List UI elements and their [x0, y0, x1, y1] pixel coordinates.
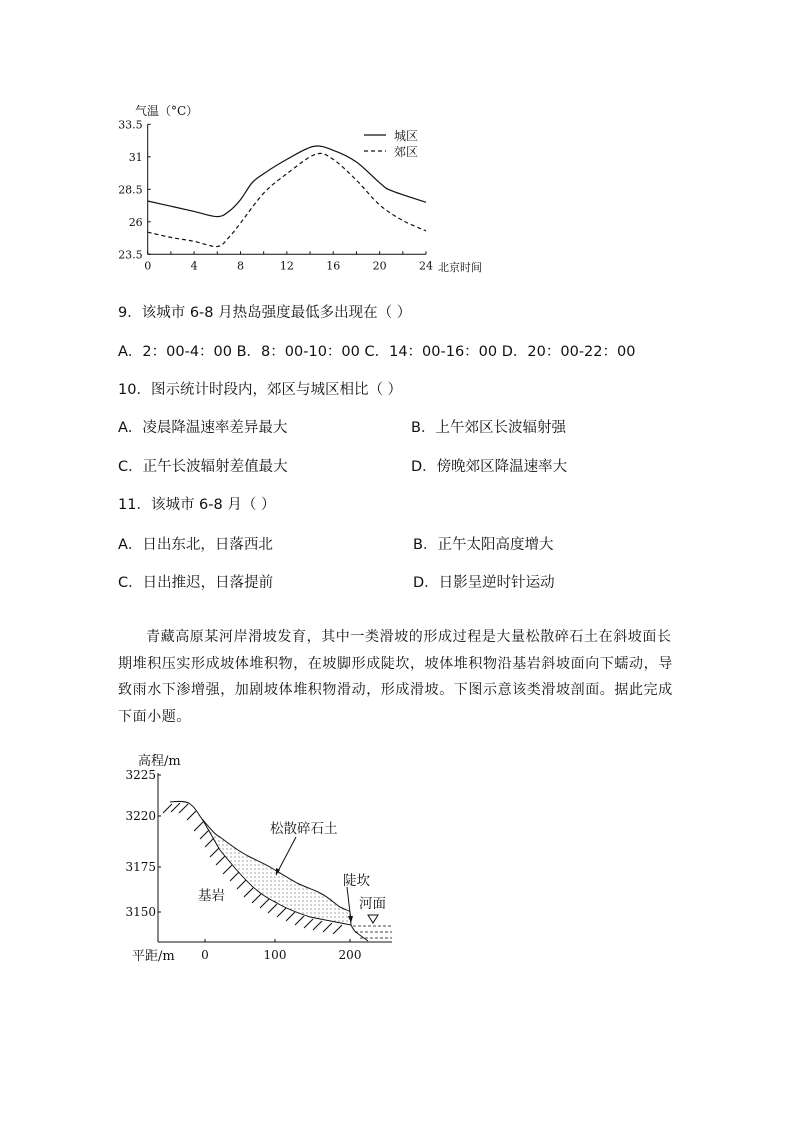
question-9-stem: 9．该城市 6-8 月热岛强度最低多出现在（ ） [118, 305, 412, 321]
y-tick-label: 28.5 [118, 183, 143, 197]
x-tick-label: 20 [372, 259, 387, 273]
x-tick-label: 0 [144, 259, 152, 273]
y-tick-label: 33.5 [118, 118, 143, 132]
label-debris: 松散碎石土 [270, 821, 338, 837]
series-line-urban [148, 146, 426, 217]
x-tick-label: 24 [419, 259, 433, 273]
question-10-option-c: C．正午长波辐射差值最大 [118, 459, 288, 475]
question-11-option-b: B．正午太阳高度增大 [413, 537, 554, 553]
y-tick-label: 26 [128, 215, 143, 229]
ytick-3150: 3150 [125, 905, 156, 919]
water-level-triangle-icon [368, 915, 378, 923]
legend-suburban: 郊区 [394, 145, 419, 159]
question-11-stem: 11．该城市 6-8 月（ ） [118, 497, 276, 513]
xtick-0: 0 [201, 948, 209, 962]
chart-axes [118, 118, 433, 272]
ytick-3220: 3220 [125, 809, 156, 823]
chart-lines [148, 146, 426, 247]
question-9-options: A．2：00-4：00 B．8：00-10：00 C．14：00-16：00 D．20：00-22：00 [118, 344, 636, 360]
label-river: 河面 [359, 896, 386, 912]
diagram-ylabel: 高程/m [138, 754, 181, 769]
chart-ylabel: 气温（°C） [135, 104, 199, 118]
chart-legend [364, 129, 418, 159]
passage: 青藏高原某河岸滑坡发育，其中一类滑坡的形成过程是大量松散碎石土在斜坡面长期堆积压实形成坡体堆积物，在坡脚形成陡坎，坡体堆积物沿基岩斜坡面向下蠕动，导致雨水下渗增强，加剧坡体堆积物滑动，形成滑坡。下图示意该类滑坡剖面。据此完成下面小题。 [118, 629, 673, 725]
ytick-3175: 3175 [125, 860, 156, 874]
xtick-200: 200 [338, 948, 362, 962]
question-10-option-a: A．凌晨降温速率差异最大 [118, 420, 288, 436]
diagram-xlabel: 平距/m [132, 949, 175, 964]
xtick-100: 100 [263, 948, 287, 962]
ytick-3225: 3225 [125, 768, 156, 782]
question-11-option-d: D．日影呈逆时针运动 [413, 575, 555, 591]
label-scarp: 陡坎 [343, 873, 370, 889]
label-bedrock: 基岩 [198, 888, 225, 904]
question-10-option-b: B．上午郊区长波辐射强 [411, 420, 566, 436]
temperature-chart [100, 95, 500, 275]
x-tick-label: 4 [190, 259, 198, 273]
series-line-suburban [148, 153, 426, 246]
y-tick-label: 23.5 [118, 248, 143, 262]
landslide-profile-diagram [110, 740, 410, 970]
question-11-option-a: A．日出东北，日落西北 [118, 537, 273, 553]
y-tick-label: 31 [128, 150, 143, 164]
question-11-option-c: C．日出推迟，日落提前 [118, 575, 274, 591]
river-water [353, 926, 392, 938]
question-10-stem: 10．图示统计时段内，郊区与城区相比（ ） [118, 382, 403, 398]
legend-urban: 城区 [394, 129, 419, 143]
question-10-option-d: D．傍晚郊区降温速率大 [411, 459, 568, 475]
chart-xlabel: 北京时间 [438, 261, 482, 274]
x-tick-label: 12 [279, 259, 294, 273]
x-tick-label: 16 [326, 259, 341, 273]
x-tick-label: 8 [236, 259, 244, 273]
